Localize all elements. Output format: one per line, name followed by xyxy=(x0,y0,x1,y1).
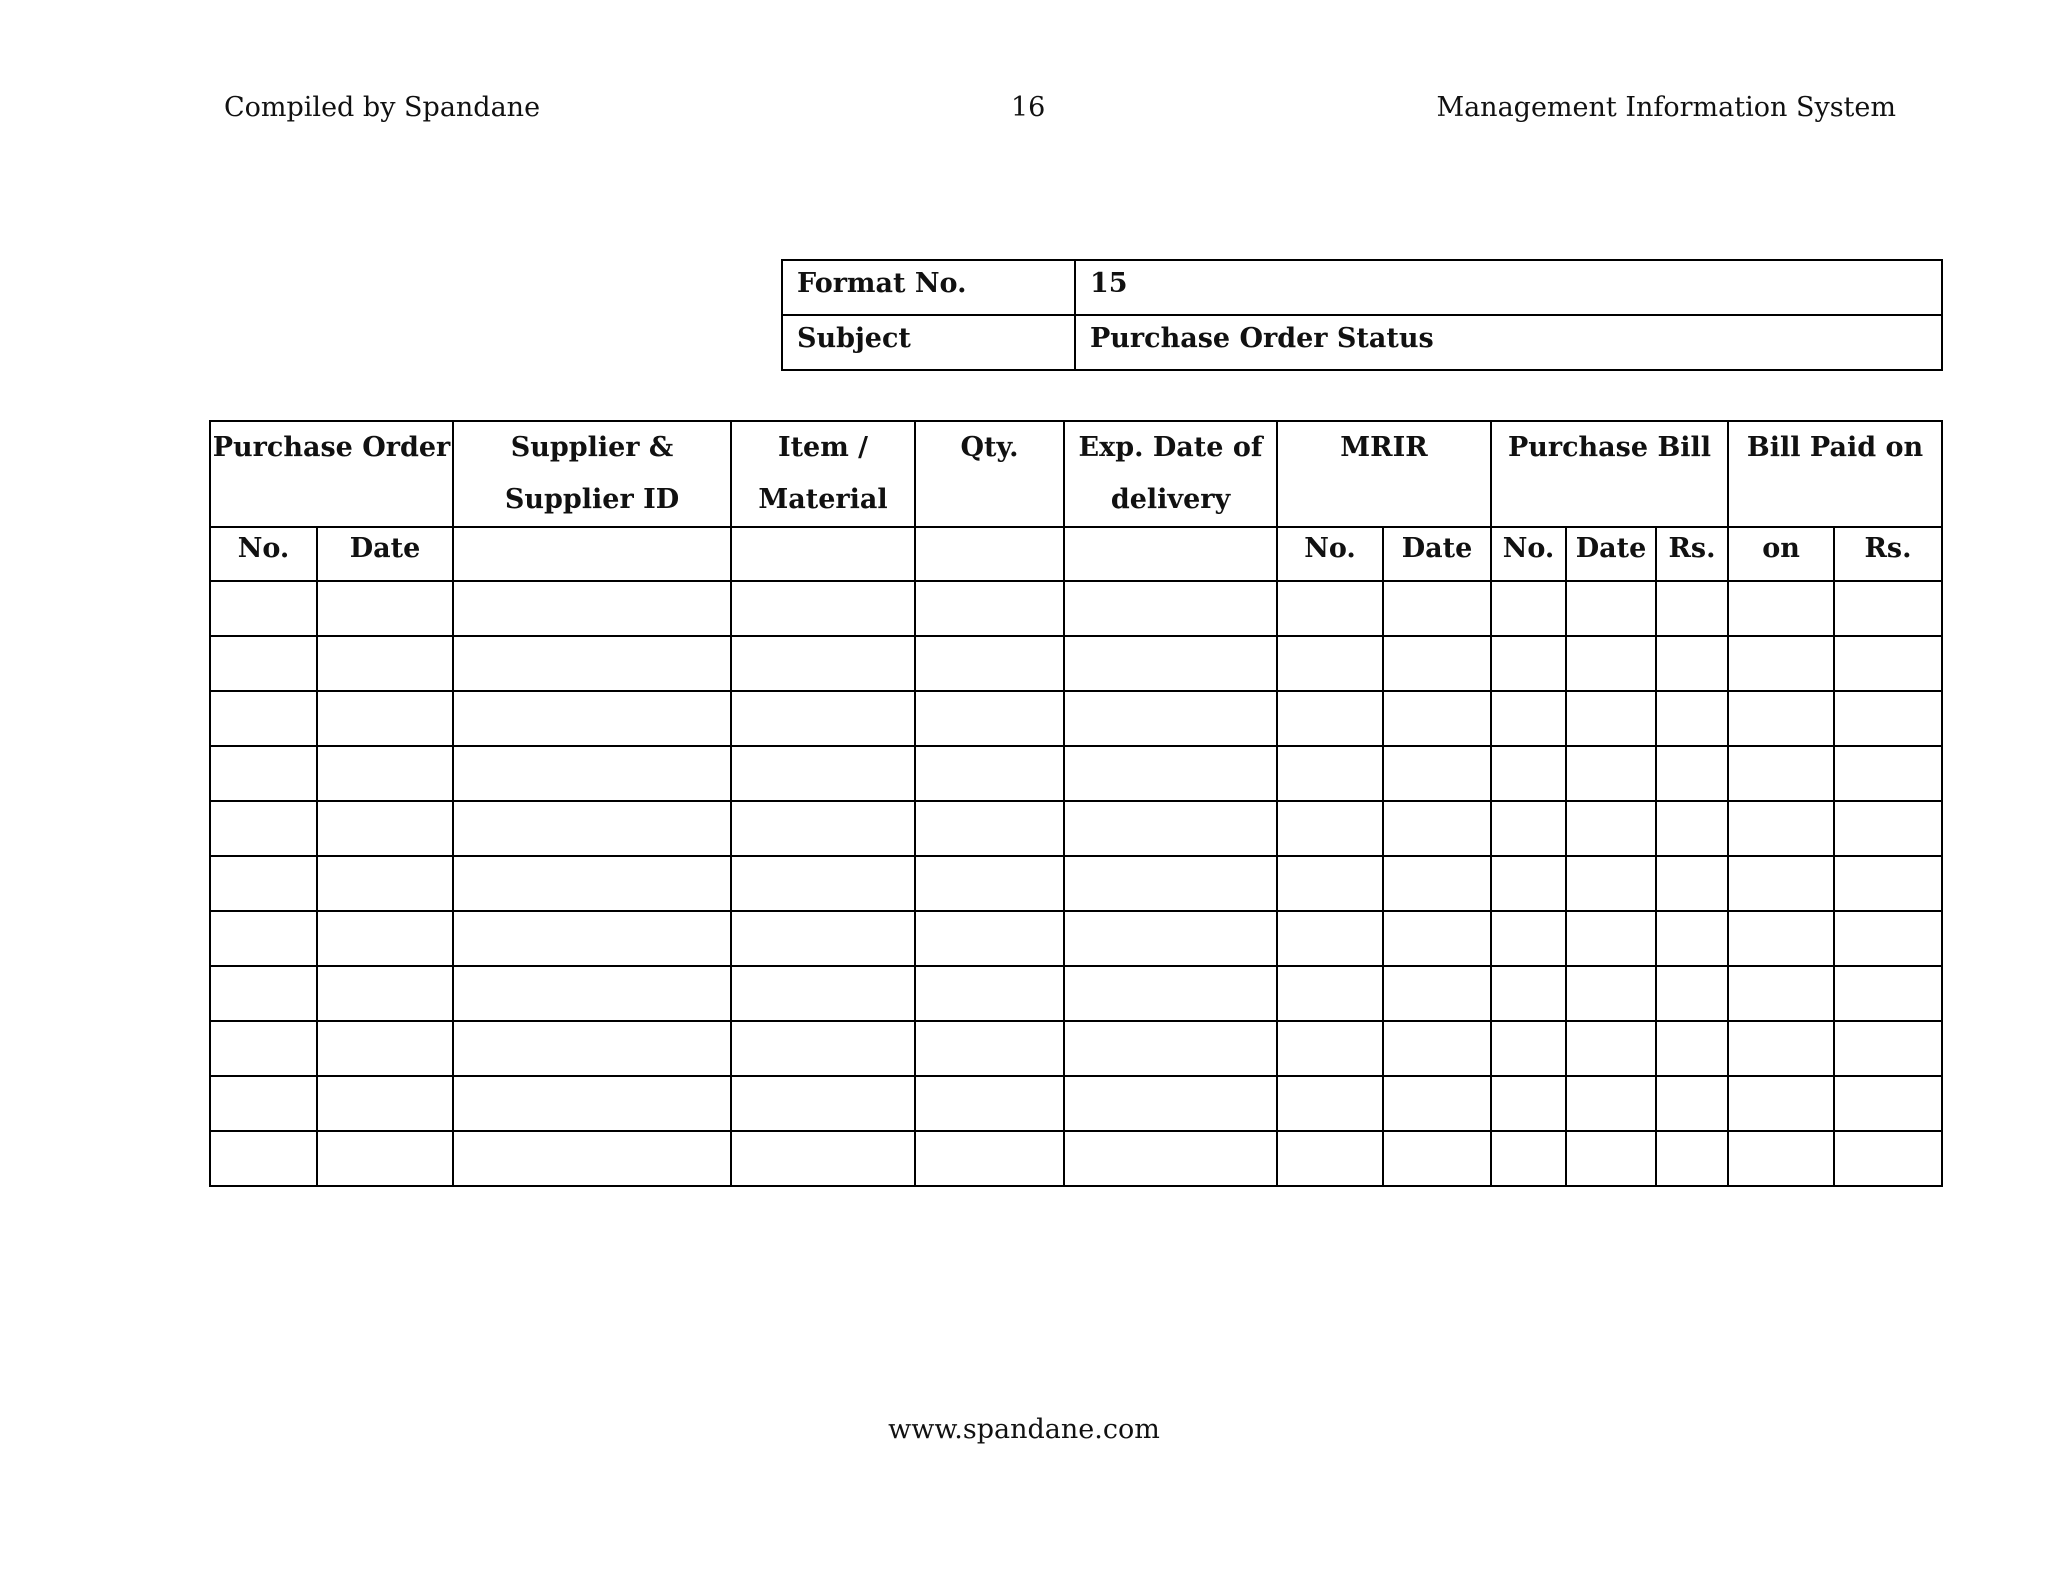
table-cell xyxy=(1491,691,1566,746)
header-document-title: Management Information System xyxy=(1436,92,1896,123)
table-row xyxy=(210,856,1942,911)
subject-label: Subject xyxy=(782,315,1075,370)
table-cell xyxy=(317,856,453,911)
table-cell xyxy=(317,966,453,1021)
sub-header-row xyxy=(210,527,1942,581)
paid-on-header: on xyxy=(1728,527,1834,581)
table-row xyxy=(210,1131,1942,1186)
table-cell xyxy=(731,636,915,691)
supplier-header xyxy=(453,421,731,527)
table-cell xyxy=(1491,1021,1566,1076)
table-cell xyxy=(1834,581,1942,636)
format-row xyxy=(782,260,1942,315)
table-cell xyxy=(1277,1131,1383,1186)
table-cell xyxy=(1728,691,1834,746)
table-cell xyxy=(317,911,453,966)
table-cell xyxy=(317,691,453,746)
table-cell xyxy=(1383,581,1491,636)
table-cell xyxy=(210,1131,317,1186)
table-cell xyxy=(1834,911,1942,966)
table-cell xyxy=(731,911,915,966)
table-cell xyxy=(731,801,915,856)
table-cell xyxy=(1834,636,1942,691)
table-cell xyxy=(1383,1131,1491,1186)
table-cell xyxy=(1277,1076,1383,1131)
table-cell xyxy=(915,1076,1064,1131)
table-cell xyxy=(1834,856,1942,911)
table-cell xyxy=(1277,581,1383,636)
table-cell xyxy=(1656,691,1728,746)
item-header-line1: Item / xyxy=(777,432,869,463)
table-cell xyxy=(1064,856,1277,911)
table-cell xyxy=(1566,1021,1656,1076)
table-cell xyxy=(1383,1076,1491,1131)
table-cell xyxy=(317,1021,453,1076)
mrir-date-header: Date xyxy=(1383,527,1491,581)
table-cell xyxy=(915,1021,1064,1076)
format-value: 15 xyxy=(1075,260,1942,315)
table-cell xyxy=(1566,691,1656,746)
table-cell xyxy=(1566,1076,1656,1131)
table-row xyxy=(210,911,1942,966)
table-cell xyxy=(1728,581,1834,636)
table-cell xyxy=(1277,966,1383,1021)
table-cell xyxy=(453,1021,731,1076)
table-cell xyxy=(1566,801,1656,856)
table-cell xyxy=(1728,1131,1834,1186)
table-cell xyxy=(1064,636,1277,691)
subject-value: Purchase Order Status xyxy=(1075,315,1942,370)
expected-delivery-subheader-blank xyxy=(1064,527,1277,581)
table-cell xyxy=(1491,911,1566,966)
table-cell xyxy=(1728,636,1834,691)
purchase-bill-header: Purchase Bill xyxy=(1491,421,1728,527)
table-cell xyxy=(317,636,453,691)
table-cell xyxy=(1566,1131,1656,1186)
table-cell xyxy=(317,746,453,801)
table-cell xyxy=(1064,1131,1277,1186)
table-cell xyxy=(1491,636,1566,691)
table-cell xyxy=(210,581,317,636)
table-cell xyxy=(1834,1131,1942,1186)
table-cell xyxy=(453,801,731,856)
table-cell xyxy=(915,691,1064,746)
table-cell xyxy=(210,966,317,1021)
expected-delivery-header-line2: delivery xyxy=(1110,484,1231,515)
table-cell xyxy=(317,1131,453,1186)
table-cell xyxy=(1834,746,1942,801)
table-cell xyxy=(1383,1021,1491,1076)
table-cell xyxy=(1491,856,1566,911)
table-cell xyxy=(1656,966,1728,1021)
table-cell xyxy=(1491,581,1566,636)
table-body xyxy=(210,581,1942,1186)
table-cell xyxy=(1566,856,1656,911)
table-cell xyxy=(1656,746,1728,801)
table-row xyxy=(210,691,1942,746)
table-cell xyxy=(317,801,453,856)
table-cell xyxy=(915,746,1064,801)
table-cell xyxy=(1064,801,1277,856)
table-cell xyxy=(317,1076,453,1131)
table-cell xyxy=(1064,1021,1277,1076)
table-cell xyxy=(1277,636,1383,691)
table-cell xyxy=(1834,801,1942,856)
table-cell xyxy=(1064,911,1277,966)
table-row xyxy=(210,581,1942,636)
bill-rs-header: Rs. xyxy=(1656,527,1728,581)
table-cell xyxy=(731,581,915,636)
table-cell xyxy=(1383,856,1491,911)
table-cell xyxy=(1728,911,1834,966)
table-cell xyxy=(731,746,915,801)
supplier-subheader-blank xyxy=(453,527,731,581)
table-cell xyxy=(915,581,1064,636)
table-cell xyxy=(1277,746,1383,801)
table-cell xyxy=(1491,801,1566,856)
qty-header: Qty. xyxy=(915,421,1064,527)
table-cell xyxy=(1566,581,1656,636)
table-cell xyxy=(1383,691,1491,746)
format-label: Format No. xyxy=(782,260,1075,315)
table-cell xyxy=(453,856,731,911)
table-row xyxy=(210,636,1942,691)
table-cell xyxy=(453,581,731,636)
table-row xyxy=(210,1021,1942,1076)
table-cell xyxy=(210,801,317,856)
bill-paid-header: Bill Paid on xyxy=(1728,421,1942,527)
table-cell xyxy=(731,1131,915,1186)
table-cell xyxy=(1491,1076,1566,1131)
table-cell xyxy=(1277,856,1383,911)
table-cell xyxy=(1656,581,1728,636)
table-cell xyxy=(1728,966,1834,1021)
table-cell xyxy=(1656,1131,1728,1186)
table-cell xyxy=(1064,1076,1277,1131)
table-cell xyxy=(915,801,1064,856)
table-cell xyxy=(1491,966,1566,1021)
table-cell xyxy=(731,966,915,1021)
table-cell xyxy=(1656,1021,1728,1076)
table-cell xyxy=(1834,691,1942,746)
table-cell xyxy=(1656,1076,1728,1131)
table-cell xyxy=(1566,636,1656,691)
bill-no-header: No. xyxy=(1491,527,1566,581)
table-cell xyxy=(453,966,731,1021)
table-cell xyxy=(210,691,317,746)
expected-delivery-header xyxy=(1064,421,1277,527)
table-cell xyxy=(1383,636,1491,691)
table-cell xyxy=(210,856,317,911)
table-cell xyxy=(453,636,731,691)
table-cell xyxy=(210,1076,317,1131)
table-cell xyxy=(453,1131,731,1186)
table-cell xyxy=(1383,966,1491,1021)
purchase-order-status-table xyxy=(209,420,1943,1187)
table-cell xyxy=(1834,1021,1942,1076)
table-cell xyxy=(210,746,317,801)
table-cell xyxy=(1834,966,1942,1021)
table-cell xyxy=(210,636,317,691)
table-cell xyxy=(1064,746,1277,801)
item-header xyxy=(731,421,915,527)
table-cell xyxy=(1728,856,1834,911)
table-row xyxy=(210,746,1942,801)
table-cell xyxy=(1277,1021,1383,1076)
group-header-row xyxy=(210,421,1942,527)
item-header-line2: Material xyxy=(758,484,888,515)
table-cell xyxy=(1728,801,1834,856)
table-cell xyxy=(1566,911,1656,966)
subject-row xyxy=(782,315,1942,370)
table-cell xyxy=(1728,1021,1834,1076)
po-no-header: No. xyxy=(210,527,317,581)
page-number: 16 xyxy=(1011,92,1046,123)
table-cell xyxy=(915,856,1064,911)
table-cell xyxy=(1728,1076,1834,1131)
table-cell xyxy=(1064,691,1277,746)
header-compiled-by: Compiled by Spandane xyxy=(224,92,541,123)
table-cell xyxy=(731,1076,915,1131)
table-cell xyxy=(1383,801,1491,856)
table-cell xyxy=(1656,856,1728,911)
purchase-order-header: Purchase Order xyxy=(210,421,453,527)
table-cell xyxy=(1491,1131,1566,1186)
table-cell xyxy=(1064,966,1277,1021)
table-cell xyxy=(1491,746,1566,801)
format-info-table xyxy=(781,259,1943,371)
footer-website: www.spandane.com xyxy=(888,1414,1160,1445)
table-cell xyxy=(915,636,1064,691)
table-cell xyxy=(731,856,915,911)
table-cell xyxy=(1383,746,1491,801)
table-cell xyxy=(210,1021,317,1076)
table-cell xyxy=(1277,801,1383,856)
table-cell xyxy=(1656,636,1728,691)
table-cell xyxy=(317,581,453,636)
table-cell xyxy=(453,1076,731,1131)
table-cell xyxy=(731,1021,915,1076)
item-subheader-blank xyxy=(731,527,915,581)
expected-delivery-header-line1: Exp. Date of xyxy=(1078,432,1263,463)
table-cell xyxy=(1656,911,1728,966)
table-cell xyxy=(915,966,1064,1021)
table-cell xyxy=(1728,746,1834,801)
table-cell xyxy=(1064,581,1277,636)
po-date-header: Date xyxy=(317,527,453,581)
table-cell xyxy=(1566,746,1656,801)
table-cell xyxy=(731,691,915,746)
table-row xyxy=(210,1076,1942,1131)
qty-subheader-blank xyxy=(915,527,1064,581)
table-cell xyxy=(453,746,731,801)
table-cell xyxy=(453,911,731,966)
table-cell xyxy=(210,911,317,966)
table-cell xyxy=(1566,966,1656,1021)
table-cell xyxy=(1277,691,1383,746)
table-row xyxy=(210,801,1942,856)
table-cell xyxy=(915,911,1064,966)
mrir-no-header: No. xyxy=(1277,527,1383,581)
table-cell xyxy=(1383,911,1491,966)
table-cell xyxy=(1277,911,1383,966)
mrir-header: MRIR xyxy=(1277,421,1491,527)
table-cell xyxy=(1656,801,1728,856)
table-cell xyxy=(915,1131,1064,1186)
paid-rs-header: Rs. xyxy=(1834,527,1942,581)
table-row xyxy=(210,966,1942,1021)
bill-date-header: Date xyxy=(1566,527,1656,581)
table-cell xyxy=(453,691,731,746)
table-cell xyxy=(1834,1076,1942,1131)
supplier-header-line1: Supplier & xyxy=(510,432,674,463)
supplier-header-line2: Supplier ID xyxy=(504,484,680,515)
